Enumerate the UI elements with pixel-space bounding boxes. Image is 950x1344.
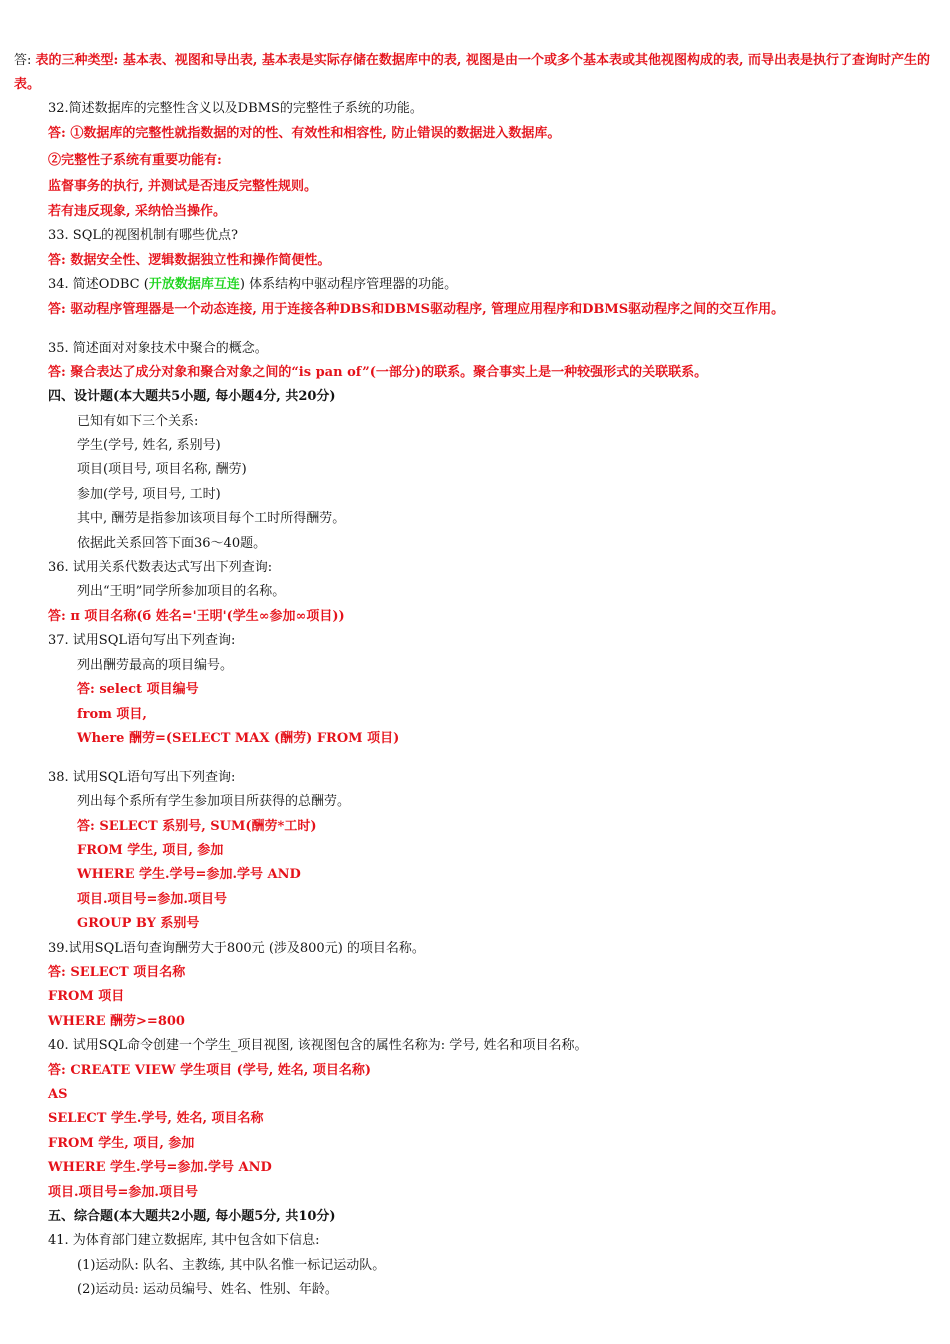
question-34-part2: ) 体系结构中驱动程序管理器的功能。: [239, 277, 458, 292]
answer-35: 答: 聚合表达了成分对象和聚合对象之间的“is pan of”(一部分)的联系。聚合事实上是一种较强形式的关联联系。: [48, 365, 708, 380]
question-37-detail: 列出酬劳最高的项目编号。: [77, 658, 234, 673]
section-4-heading: 四、设计题(本大题共5小题, 每小题4分, 共20分): [48, 389, 336, 404]
answer-40-line2: AS: [48, 1087, 68, 1102]
relation-student: 学生(学号, 姓名, 系别号): [77, 438, 221, 453]
answer-38-line2: FROM 学生, 项目, 参加: [77, 843, 224, 858]
answer-32-line4: 若有违反现象, 采纳恰当操作。: [48, 204, 227, 219]
answer-38-line5: GROUP BY 系别号: [77, 916, 200, 931]
answer-32-line2: ②完整性子系统有重要功能有:: [48, 153, 222, 168]
question-33: 33. SQL的视图机制有哪些优点?: [48, 228, 238, 243]
answer-40-line4: FROM 学生, 项目, 参加: [48, 1136, 195, 1151]
section-5-heading: 五、综合题(本大题共2小题, 每小题5分, 共10分): [48, 1209, 336, 1224]
answer-40-line1: 答: CREATE VIEW 学生项目 (学号, 姓名, 项目名称): [48, 1063, 372, 1078]
question-34-part1: 34. 简述ODBC (: [48, 277, 149, 292]
question-41-item1: (1)运动队: 队名、主教练, 其中队名惟一标记运动队。: [77, 1258, 386, 1273]
answer-31-text: 表的三种类型: 基本表、视图和导出表, 基本表是实际存储在数据库中的表, 视图是由一个或多个基本表或其他视图构成的表, 而导出表是执行了查询时产生的表。: [14, 53, 930, 92]
question-38: 38. 试用SQL语句写出下列查询:: [48, 770, 236, 785]
relation-project: 项目(项目号, 项目名称, 酬劳): [77, 462, 247, 477]
question-36-detail: 列出“王明”同学所参加项目的名称。: [77, 584, 286, 599]
answer-37-line1: 答: select 项目编号: [77, 682, 199, 697]
answer-32-line3: 监督事务的执行, 并测试是否违反完整性规则。: [48, 179, 318, 194]
answer-37-line2: from 项目,: [77, 707, 147, 722]
question-38-detail: 列出每个系所有学生参加项目所获得的总酬劳。: [77, 794, 351, 809]
answer-31: [14, 49, 939, 97]
question-32: 32.简述数据库的完整性含义以及DBMS的完整性子系统的功能。: [48, 101, 423, 116]
intro-line5: 其中, 酬劳是指参加该项目每个工时所得酬劳。: [77, 511, 346, 526]
question-39: 39.试用SQL语句查询酬劳大于800元 (涉及800元) 的项目名称。: [48, 941, 425, 956]
answer-38-line4: 项目.项目号=参加.项目号: [77, 892, 227, 907]
answer-34: 答: 驱动程序管理器是一个动态连接, 用于连接各种DBS和DBMS驱动程序, 管理应用程序和DBMS驱动程序之间的交互作用。: [48, 302, 785, 317]
answer-39-line3: WHERE 酬劳>=800: [48, 1014, 185, 1029]
question-41-item2: (2)运动员: 运动员编号、姓名、性别、年龄。: [77, 1282, 338, 1297]
answer-39-line1: 答: SELECT 项目名称: [48, 965, 186, 980]
question-36: 36. 试用关系代数表达式写出下列查询:: [48, 560, 273, 575]
answer-40-line6: 项目.项目号=参加.项目号: [48, 1185, 198, 1200]
question-41: 41. 为体育部门建立数据库, 其中包含如下信息:: [48, 1233, 320, 1248]
intro-line1: 已知有如下三个关系:: [77, 414, 199, 429]
answer-39-line2: FROM 项目: [48, 989, 125, 1004]
question-37: 37. 试用SQL语句写出下列查询:: [48, 633, 236, 648]
answer-32-line1: 答: ①数据库的完整性就指数据的对的性、有效性和相容性, 防止错误的数据进入数据库。: [48, 126, 561, 141]
question-40: 40. 试用SQL命令创建一个学生_项目视图, 该视图包含的属性名称为: 学号, 姓名和项目名称。: [48, 1038, 588, 1053]
answer-38-line1: 答: SELECT 系别号, SUM(酬劳*工时): [77, 819, 317, 834]
answer-40-line3: SELECT 学生.学号, 姓名, 项目名称: [48, 1111, 264, 1126]
relation-participate: 参加(学号, 项目号, 工时): [77, 487, 221, 502]
answer-40-line5: WHERE 学生.学号=参加.学号 AND: [48, 1160, 272, 1175]
answer-33: 答: 数据安全性、逻辑数据独立性和操作简便性。: [48, 253, 331, 268]
answer-31-prefix: 答:: [14, 53, 36, 68]
question-35: 35. 简述面对对象技术中聚合的概念。: [48, 341, 268, 356]
question-34: [48, 276, 457, 294]
answer-37-line3: Where 酬劳=(SELECT MAX (酬劳) FROM 项目): [77, 731, 400, 746]
answer-38-line3: WHERE 学生.学号=参加.学号 AND: [77, 867, 301, 882]
intro-line6: 依据此关系回答下面36～40题。: [77, 536, 267, 551]
answer-36: 答: π 项目名称(б 姓名='王明'(学生∞参加∞项目)): [48, 609, 345, 624]
question-34-highlight: 开放数据库互连: [148, 277, 240, 292]
